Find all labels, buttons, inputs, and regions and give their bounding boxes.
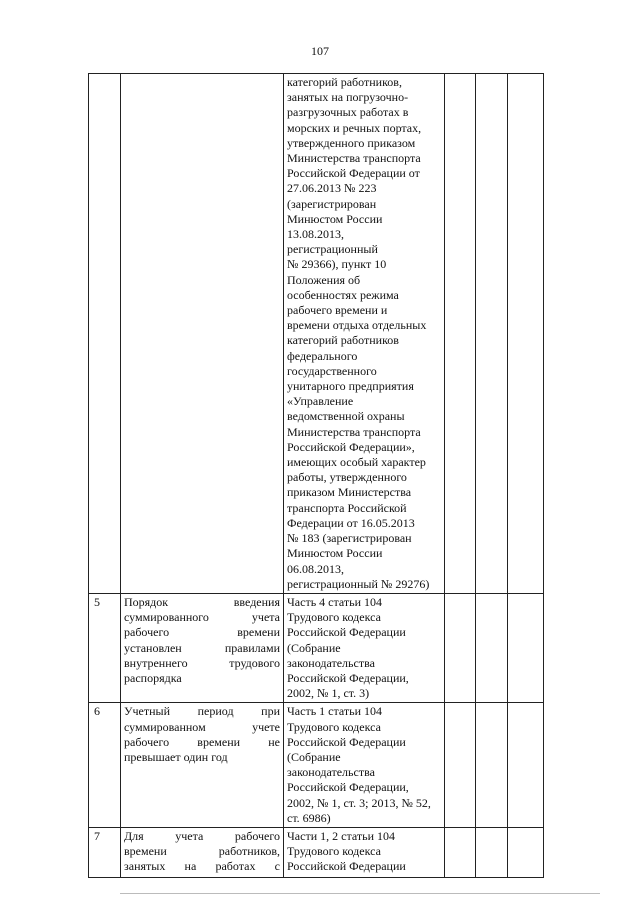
requirement-cell: [121, 593, 284, 702]
requirement-line: распорядка: [124, 670, 182, 685]
requirement-line: занятых на работах с: [124, 859, 280, 874]
table-row: [89, 74, 544, 594]
answer-yes-cell: [445, 74, 476, 594]
requirement-cell: [121, 827, 284, 877]
requirement-cell: [121, 74, 284, 594]
answer-yes-cell: [445, 593, 476, 702]
requirement-line: Порядок введения: [124, 594, 280, 609]
requirement-line: суммированного учета: [124, 610, 280, 625]
table-row: [89, 593, 544, 702]
row-number-cell: 6: [89, 703, 121, 828]
scan-edge-line: [120, 893, 600, 894]
requirement-line: рабочего времени: [124, 625, 280, 640]
answer-yes-cell: [445, 703, 476, 828]
requirement-line: Учетный период при: [124, 704, 280, 719]
legal-reference-cell: Часть 1 статьи 104 Трудового кодекса Российской Федерации (Собрание законодательства Российской Федерации, 2002, № 1, ст. 3; 2013, № 52, ст. 6986): [284, 703, 445, 828]
requirement-cell: [121, 703, 284, 828]
row-number-cell: [89, 74, 121, 594]
note-cell: [508, 827, 544, 877]
page-number: 107: [311, 44, 329, 58]
answer-no-cell: [476, 593, 508, 702]
requirements-table: [88, 73, 544, 878]
row-number-cell: 7: [89, 827, 121, 877]
answer-yes-cell: [445, 827, 476, 877]
requirement-line: суммированном учете: [124, 719, 280, 734]
requirement-line: превышает один год: [124, 749, 228, 764]
note-cell: [508, 593, 544, 702]
table-row: [89, 827, 544, 877]
legal-reference-cell: Часть 4 статьи 104 Трудового кодекса Российской Федерации (Собрание законодательства Российской Федерации, 2002, № 1, ст. 3): [284, 593, 445, 702]
answer-no-cell: [476, 827, 508, 877]
legal-reference-cell: категорий работников, занятых на погрузочно- разгрузочных работах в морских и речных портах, утвержденного приказом Министерства транспорта Российской Федерации от 27.06.2013 № 223 (зарегистрирован Минюстом России 13.08.2013, регистрационный № 29366), пункт 10 Положения об особенностях режима рабочего времени и времени отдыха отдельных категорий работников федерального государственного унитарного предприятия «Управление ведомственной охраны Министерства транспорта Российской Федерации», имеющих особый характер работы, утвержденного приказом Министерства транспорта Российской Федерации от 16.05.2013 № 183 (зарегистрирован Минюстом России 06.08.2013, регистрационный № 29276): [284, 74, 445, 594]
row-number-cell: 5: [89, 593, 121, 702]
requirement-line: установлен правилами: [124, 640, 280, 655]
answer-no-cell: [476, 703, 508, 828]
requirement-line: времени работников,: [124, 844, 280, 859]
note-cell: [508, 74, 544, 594]
requirement-line: Для учета рабочего: [124, 828, 280, 843]
table-row: [89, 703, 544, 828]
legal-reference-cell: Части 1, 2 статьи 104 Трудового кодекса Российской Федерации: [284, 827, 445, 877]
note-cell: [508, 703, 544, 828]
requirement-line: внутреннего трудового: [124, 655, 280, 670]
answer-no-cell: [476, 74, 508, 594]
requirement-line: рабочего времени не: [124, 734, 280, 749]
